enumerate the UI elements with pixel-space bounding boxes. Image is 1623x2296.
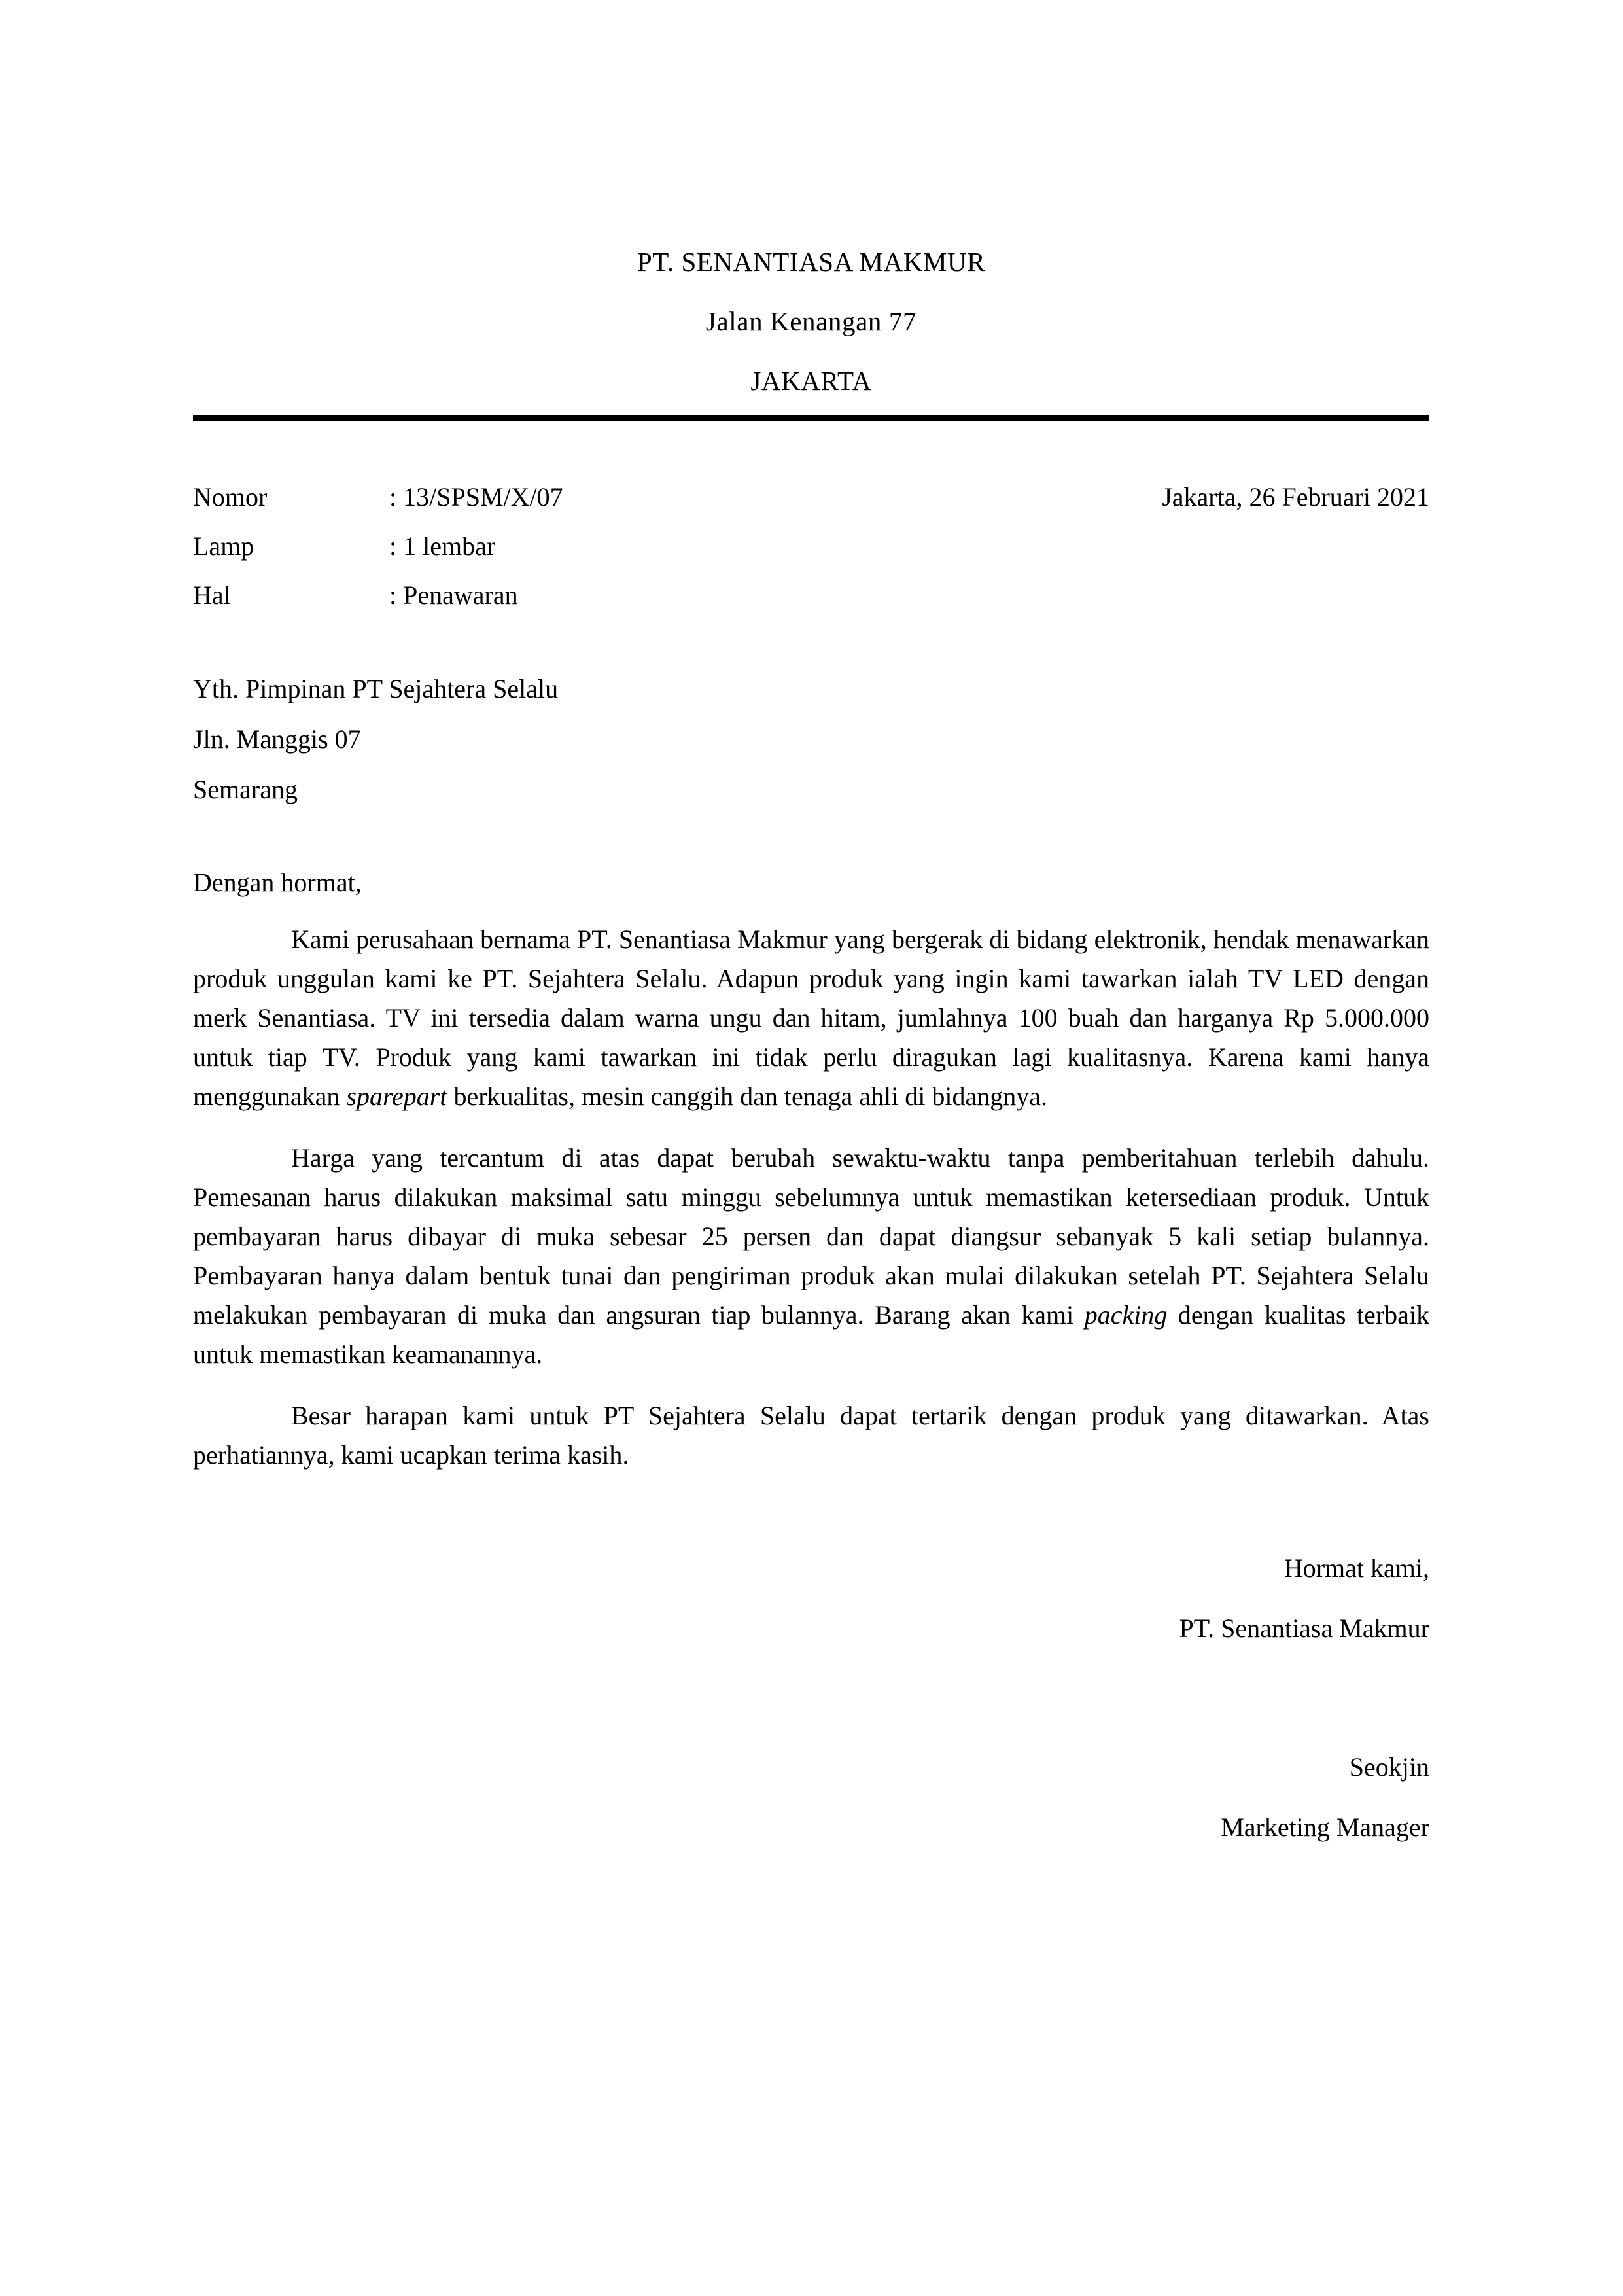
paragraph-1-emphasis: sparepart	[346, 1082, 447, 1112]
signer-title: Marketing Manager	[1221, 1812, 1429, 1843]
paragraph-1-part-a: Kami perusahaan bernama PT. Senantiasa Makmur yang bergerak di bidang elektronik, hendak menawarkan produk unggulan kami ke PT. Sejahtera Selalu. Adapun produk yang ingin kami tawarkan ialah TV LED dengan merk Senantiasa. TV ini tersedia dalam warna ungu dan hitam, jumlahnya 100 buah dan harganya Rp 5.000.000 untuk tiap TV. Produk yang kami tawarkan ini tidak perlu diragukan lagi kualitasnya. Karena kami hanya menggunakan	[193, 925, 1429, 1112]
letterhead-address: Jalan Kenangan 77	[705, 306, 917, 336]
letterhead-divider	[193, 415, 1429, 421]
letter-content	[193, 249, 1429, 1867]
meta-row	[193, 580, 1429, 610]
letterhead	[193, 249, 1429, 421]
recipient-line-2: Jln. Manggis 07	[193, 724, 361, 754]
meta-row	[193, 531, 1429, 561]
paragraph-2-part-a: Harga yang tercantum di atas dapat berubah sewaktu-waktu tanpa pemberitahuan terlebih dahulu. Pemesanan harus dilakukan maksimal satu minggu sebelumnya untuk memastikan ketersediaan produk. Untuk pembayaran harus dibayar di muka sebesar 25 persen dan dapat diangsur sebanyak 5 kali setiap bulannya. Pembayaran hanya dalam bentuk tunai dan pengiriman produk akan mulai dilakukan setelah PT. Sejahtera Selalu melakukan pembayaran di muka dan angsuran tiap bulannya. Barang akan kami	[193, 1143, 1429, 1330]
salutation: Dengan hormat,	[193, 868, 362, 898]
recipient-line-3: Semarang	[193, 774, 298, 804]
letter-meta	[193, 482, 1429, 610]
signer-name: Seokjin	[1349, 1752, 1429, 1782]
body-paragraph-2	[193, 1139, 1429, 1374]
meta-value-hal: : Penawaran	[389, 580, 518, 610]
body-paragraph-3: Besar harapan kami untuk PT Sejahtera Selalu dapat tertarik dengan produk yang ditawarkan. Atas perhatiannya, kami ucapkan terima kasih.	[193, 1401, 1429, 1470]
paragraph-2-emphasis: packing	[1084, 1300, 1168, 1330]
meta-label-nomor: Nomor	[193, 482, 268, 512]
closing-company: PT. Senantiasa Makmur	[1179, 1614, 1429, 1644]
recipient-block	[193, 668, 1429, 811]
closing-regards: Hormat kami,	[1283, 1553, 1429, 1583]
paragraph-1-part-b: berkualitas, mesin canggih dan tenaga ahli di bidangnya.	[447, 1082, 1047, 1112]
recipient-line-1: Yth. Pimpinan PT Sejahtera Selalu	[193, 674, 559, 703]
letter-date: Jakarta, 26 Februari 2021	[1162, 482, 1429, 512]
body-paragraph-1	[193, 920, 1429, 1116]
meta-value-nomor: : 13/SPSM/X/07	[389, 482, 563, 512]
signer-block	[193, 1747, 1429, 1848]
letterhead-company: PT. SENANTIASA MAKMUR	[637, 247, 986, 277]
meta-label-hal: Hal	[193, 580, 231, 610]
signature-space	[193, 1669, 1429, 1747]
paragraph-2-part-b: dengan kualitas terbaik untuk memastikan keamanannya.	[193, 1300, 1429, 1369]
meta-label-lamp: Lamp	[193, 531, 254, 561]
closing-block	[193, 1548, 1429, 1649]
meta-value-lamp: : 1 lembar	[389, 531, 496, 561]
letterhead-city: JAKARTA	[750, 366, 872, 396]
